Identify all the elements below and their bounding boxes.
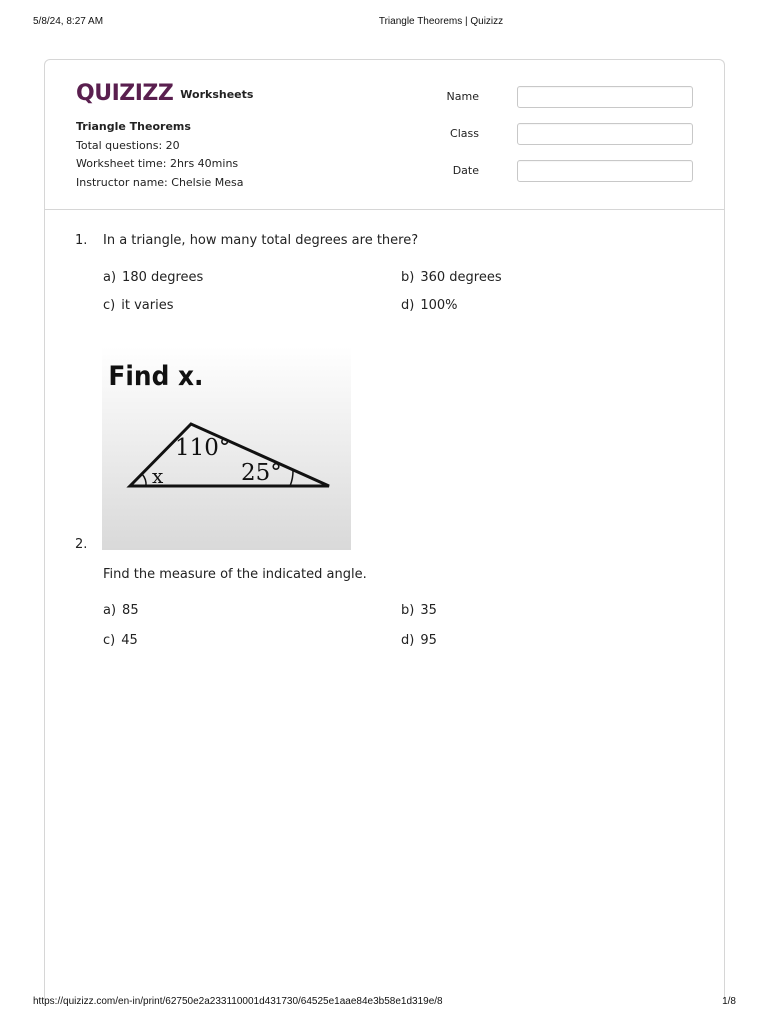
worksheet-meta: [76, 118, 244, 192]
name-field[interactable]: [517, 86, 693, 108]
option-text: 180 degrees: [122, 270, 204, 285]
name-field-row: [446, 86, 695, 108]
option-c[interactable]: [103, 298, 173, 313]
print-page-title: Triangle Theorems | Quizizz: [378, 16, 504, 27]
option-text: it varies: [121, 298, 174, 313]
instructor-name: Instructor name: Chelsie Mesa: [76, 175, 244, 189]
name-label: Name: [446, 90, 479, 103]
quizizz-logo: QUIZIZZ: [76, 80, 174, 106]
option-c[interactable]: [103, 633, 138, 648]
brand: [76, 80, 253, 106]
option-d[interactable]: [401, 633, 437, 648]
worksheet-time: Worksheet time: 2hrs 40mins: [76, 157, 239, 170]
option-text: 85: [122, 603, 139, 618]
option-letter: c): [103, 633, 116, 648]
print-datetime: 5/8/24, 8:27 AM: [33, 16, 104, 27]
triangle-figure-image: [102, 347, 351, 550]
figure-heading: Find x.: [108, 361, 204, 393]
option-d[interactable]: [401, 298, 458, 313]
worksheet-header: [45, 60, 724, 210]
question-number: 1.: [75, 233, 88, 248]
question-text: Find the measure of the indicated angle.: [103, 567, 367, 582]
class-label: Class: [450, 127, 479, 140]
brand-section-label: Worksheets: [180, 87, 254, 101]
option-text: 35: [420, 603, 437, 618]
date-label: Date: [452, 164, 479, 177]
option-letter: a): [103, 603, 117, 618]
option-b[interactable]: [401, 603, 437, 618]
option-a[interactable]: [103, 270, 203, 285]
class-field[interactable]: [517, 123, 693, 145]
option-text: 100%: [420, 298, 458, 313]
option-b[interactable]: [401, 270, 502, 285]
angle-right-label: 25°: [241, 460, 282, 486]
option-text: 360 degrees: [420, 270, 502, 285]
total-questions: Total questions: 20: [76, 138, 180, 152]
option-letter: c): [103, 298, 116, 313]
option-text: 45: [121, 633, 138, 648]
print-header: [0, 16, 768, 30]
worksheet-title: Triangle Theorems: [76, 120, 191, 133]
option-letter: d): [401, 298, 415, 313]
option-letter: a): [103, 270, 117, 285]
class-field-row: [450, 123, 695, 145]
print-page-number: 1/8: [722, 996, 736, 1007]
date-field-row: [452, 160, 695, 182]
date-field[interactable]: [517, 160, 693, 182]
worksheet-page: [44, 59, 725, 999]
print-footer: [0, 996, 768, 1010]
question-text: In a triangle, how many total degrees are there?: [103, 233, 419, 248]
option-letter: b): [401, 270, 415, 285]
question-number: 2.: [75, 537, 88, 552]
print-url: https://quizizz.com/en-in/print/62750e2a233110001d431730/64525e1aae84e3b58e1d319e/8: [33, 996, 443, 1007]
angle-unknown-label: x: [152, 464, 164, 488]
option-text: 95: [420, 633, 437, 648]
angle-top-label: 110°: [175, 435, 231, 461]
option-a[interactable]: [103, 603, 139, 618]
option-letter: b): [401, 603, 415, 618]
option-letter: d): [401, 633, 415, 648]
